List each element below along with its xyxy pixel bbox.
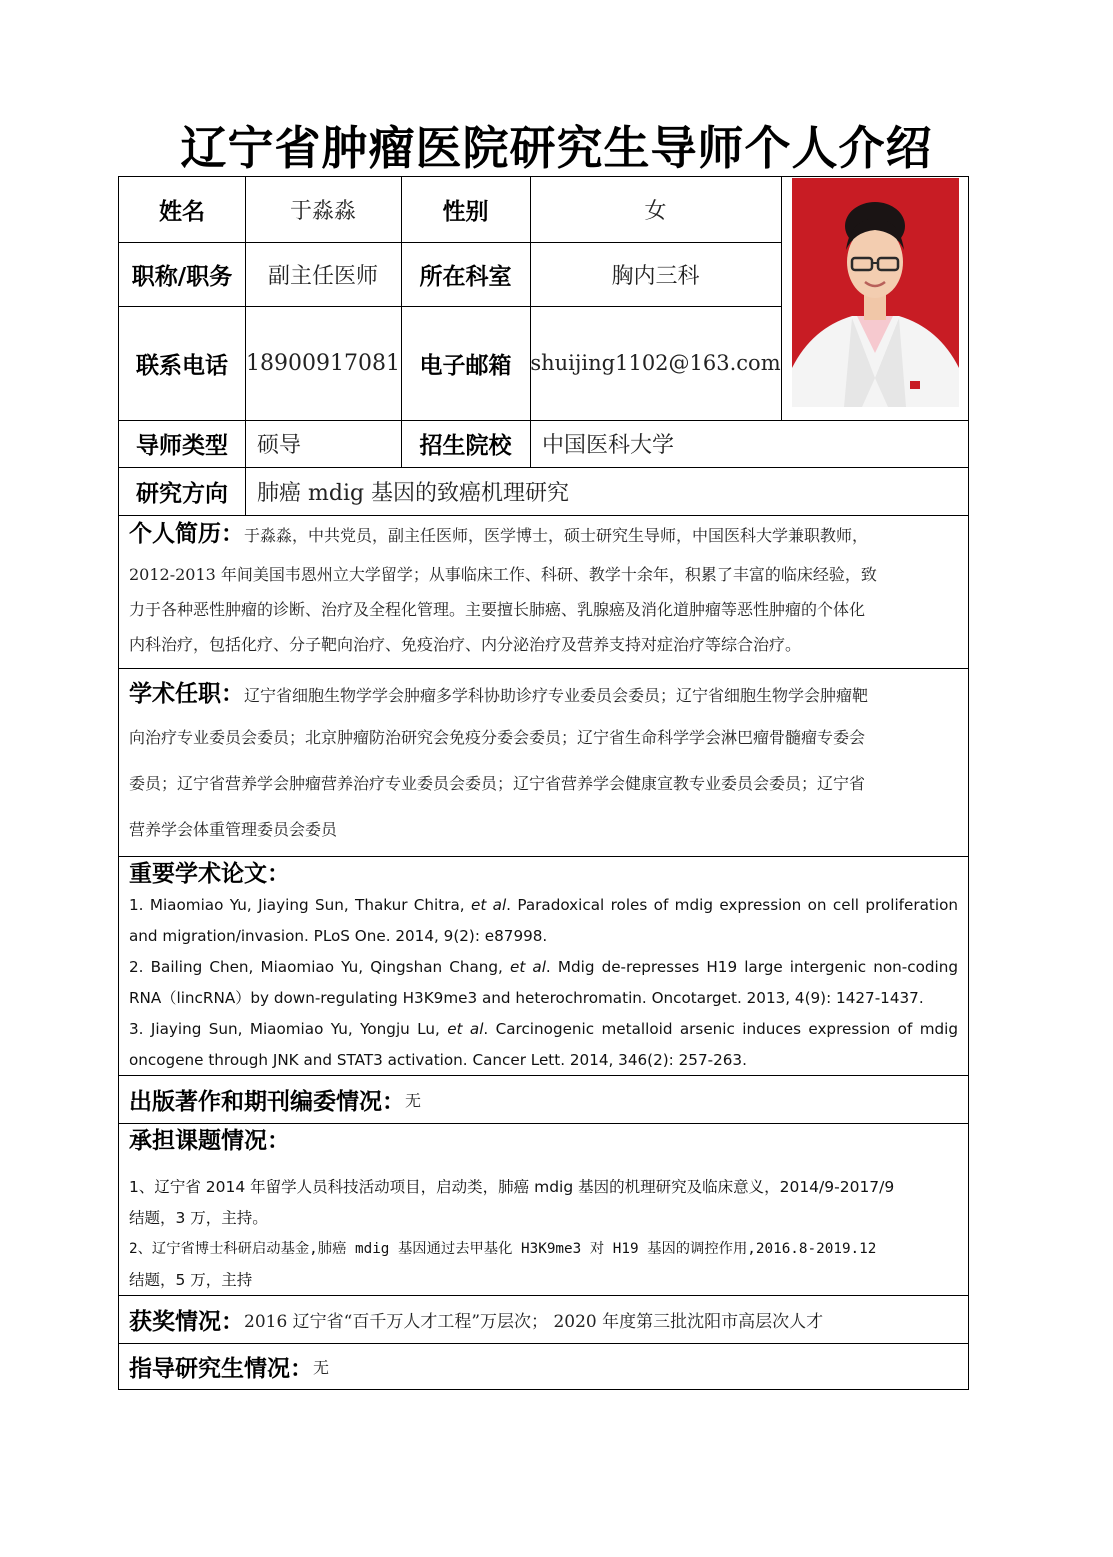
academic-line-3: 委员；辽宁省营养学会肿瘤营养治疗专业委员会委员；辽宁省营养学会健康宣教专业委员会委员；辽宁省 <box>129 774 866 793</box>
bio-line-1: 于淼淼，中共党员，副主任医师，医学博士，硕士研究生导师，中国医科大学兼职教师， <box>244 526 869 545</box>
name-value: 于淼淼 <box>289 199 356 224</box>
school-label: 招生院校 <box>419 433 512 459</box>
students-heading: 指导研究生情况： <box>129 1355 313 1382</box>
publications-heading: 出版著作和期刊编委情况： <box>129 1088 405 1115</box>
bio-heading: 个人简历： <box>129 521 244 547</box>
department-label: 所在科室 <box>419 263 512 290</box>
bio-line-2: 2012-2013 年间美国韦恩州立大学留学；从事临床工作、科研、教学十余年，积累了丰富的临床经验，致 <box>129 565 877 584</box>
email-label: 电子邮箱 <box>419 352 512 379</box>
mentor-type-label: 导师类型 <box>136 433 228 459</box>
academic-heading: 学术任职： <box>129 681 244 707</box>
bio-line-3: 力于各种恶性肿瘤的诊断、治疗及全程化管理。主要擅长肺癌、乳腺癌及消化道肿瘤等恶性肿瘤的个体化 <box>129 600 866 619</box>
email-value: shuijing1102@163.com <box>530 351 781 375</box>
phone-label: 联系电话 <box>136 352 228 379</box>
project-line-3: 2、辽宁省博士科研启动基金,肺癌 mdig 基因通过去甲基化 H3K9me3 对 H19 基因的调控作用,2016.8-2019.12 <box>129 1241 877 1257</box>
publications-value: 无 <box>405 1090 422 1110</box>
project-line-1: 1、辽宁省 2014 年留学人员科技活动项目，启动类，肺癌 mdig 基因的机理研究及临床意义，2014/9-2017/9 <box>129 1178 895 1196</box>
profile-table <box>118 176 969 1390</box>
projects-heading: 承担课题情况： <box>129 1128 290 1154</box>
publications-section <box>129 1075 958 1123</box>
research-label: 研究方向 <box>136 480 228 507</box>
projects-section <box>129 1124 958 1296</box>
school-value: 中国医科大学 <box>542 433 675 458</box>
bio-line-4: 内科治疗，包括化疗、分子靶向治疗、免疫治疗、内分泌治疗及营养支持对症治疗等综合治疗。 <box>129 635 802 654</box>
phone-value: 18900917081 <box>246 350 400 376</box>
papers-section <box>129 858 958 1076</box>
students-section <box>129 1343 958 1389</box>
gender-value: 女 <box>644 199 667 224</box>
academic-line-1: 辽宁省细胞生物学学会肿瘤多学科协助诊疗专业委员会委员；辽宁省细胞生物学会肿瘤靶 <box>244 686 869 705</box>
students-value: 无 <box>313 1357 330 1377</box>
project-line-4: 结题，5 万，主持 <box>129 1271 253 1289</box>
awards-section <box>129 1295 958 1343</box>
paper-item-3: 3. Jiaying Sun, Miaomiao Yu, Yongju Lu, et al. Carcinogenic metalloid arsenic induces expression of mdig oncogene through JNK and STAT3 activation. Cancer Lett. 2014, 346(2): 257-263. <box>129 1020 958 1069</box>
paper-item-2: 2. Bailing Chen, Miaomiao Yu, Qingshan Chang, et al. Mdig de-represses H19 large intergenic non-coding RNA（lincRNA）by down-regulating H3K9me3 and heterochromatin. Oncotarget. 2013, 4(9): 1427-1437. <box>129 958 959 1007</box>
department-value: 胸内三科 <box>611 263 700 289</box>
position-label: 职称/职务 <box>131 263 233 290</box>
paper-item-1: 1. Miaomiao Yu, Jiaying Sun, Thakur Chitra, et al. Paradoxical roles of mdig expression on cell proliferation and migration/invasion. PLoS One. 2014, 9(2): e87998. <box>129 896 959 945</box>
project-line-2: 结题，3 万，主持。 <box>129 1209 268 1227</box>
page-title: 辽宁省肿瘤医院研究生导师个人介绍 <box>180 121 933 175</box>
position-value: 副主任医师 <box>267 263 378 289</box>
papers-heading: 重要学术论文： <box>129 861 290 887</box>
academic-section <box>129 677 958 853</box>
research-value: 肺癌 mdig 基因的致癌机理研究 <box>257 480 570 506</box>
bio-section <box>129 517 958 662</box>
name-label: 姓名 <box>159 199 205 225</box>
gender-label: 性别 <box>442 199 489 225</box>
awards-value: 2016 辽宁省“百千万人才工程”万层次； 2020 年度第三批沈阳市高层次人才 <box>244 1311 824 1332</box>
profile-photo <box>792 178 959 407</box>
mentor-type-value: 硕导 <box>257 433 302 458</box>
academic-line-4: 营养学会体重管理委员会委员 <box>129 820 338 839</box>
academic-line-2: 向治疗专业委员会委员；北京肿瘤防治研究会免疫分委会委员；辽宁省生命科学学会淋巴瘤骨髓瘤专委会 <box>129 728 866 747</box>
portrait-image <box>792 178 959 407</box>
awards-heading: 获奖情况： <box>129 1308 244 1335</box>
